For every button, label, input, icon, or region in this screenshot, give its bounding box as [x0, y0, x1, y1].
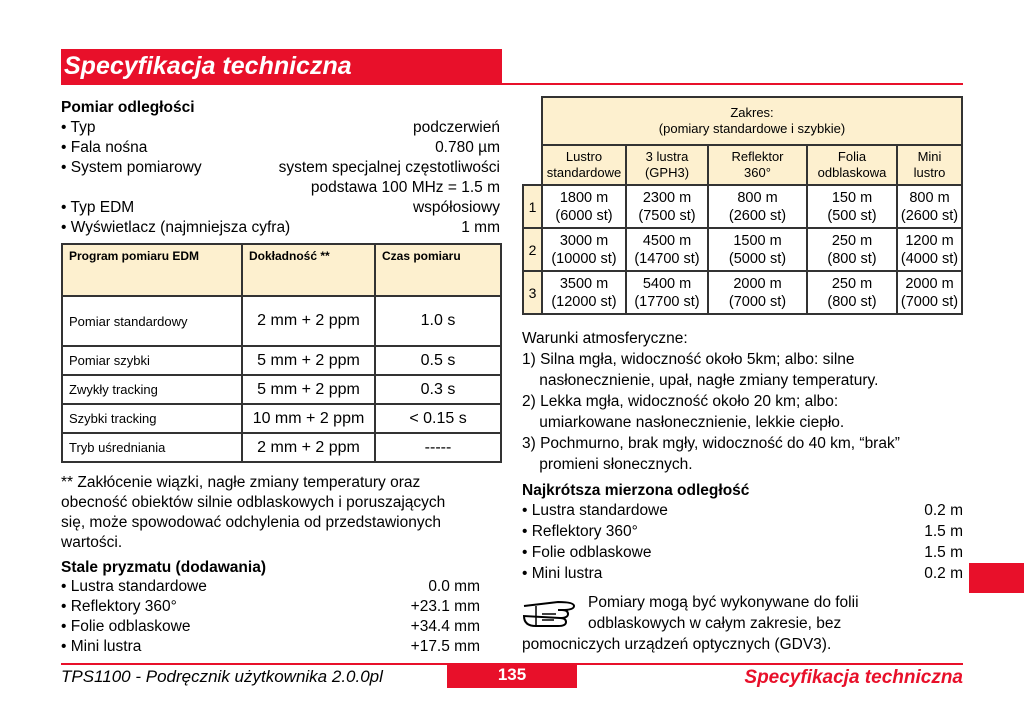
item-value: 0.2 m: [924, 502, 963, 519]
accuracy-cell: 5 mm + 2 ppm: [242, 375, 375, 404]
distance-list: [61, 118, 500, 238]
range-m: 800 m: [909, 189, 950, 206]
accuracy-cell: 2 mm + 2 ppm: [242, 296, 375, 346]
list-item: [61, 158, 500, 178]
table-header-row: [523, 145, 962, 185]
range-m: 1800 m: [559, 189, 609, 206]
item-label: • Typ: [61, 119, 96, 136]
footer-rule: [577, 663, 963, 665]
accuracy-cell: 5 mm + 2 ppm: [242, 346, 375, 375]
table-row: [62, 375, 501, 404]
item-label: • Fala nośna: [61, 139, 148, 156]
distance-heading: Pomiar odległości: [61, 99, 195, 116]
item-value: +17.5 mm: [410, 638, 480, 655]
list-item: [522, 501, 963, 522]
range-cell: [897, 271, 962, 314]
item-label: • Lustra standardowe: [61, 578, 207, 595]
program-cell: Pomiar standardowy: [62, 296, 242, 346]
atmos-line: 3) Pochmurno, brak mgły, widoczność do 40 km, “brak”: [522, 435, 900, 452]
item-label: • Reflektory 360°: [522, 523, 638, 540]
range-m: 4500 m: [642, 232, 692, 249]
table-row: [62, 433, 501, 462]
range-cell: [708, 185, 807, 228]
item-value: +23.1 mm: [410, 598, 480, 615]
range-m: 3000 m: [559, 232, 609, 249]
note-line: pomocniczych urządzeń optycznych (GDV3).: [522, 636, 832, 653]
table-row: [62, 296, 501, 346]
range-m: 5400 m: [642, 275, 692, 292]
time-cell: 0.3 s: [375, 375, 501, 404]
time-cell: -----: [375, 433, 501, 462]
range-cell: [708, 228, 807, 271]
column-header-line: Mini: [917, 149, 942, 164]
column-header-line: odblaskowa: [817, 165, 887, 180]
blank-corner: [523, 97, 542, 145]
item-label: • Typ EDM: [61, 199, 135, 216]
range-title-line: (pomiary standardowe i szybkie): [658, 121, 846, 136]
list-item: [61, 198, 500, 218]
program-cell: Tryb uśredniania: [62, 433, 242, 462]
list-item: [61, 617, 480, 637]
column-header-line: lustro: [913, 165, 946, 180]
program-cell: Zwykły tracking: [62, 375, 242, 404]
range-ft: (5000 st): [728, 250, 787, 267]
range-ft: (500 st): [827, 207, 877, 224]
title-rule: [61, 83, 963, 85]
range-cell: [542, 271, 626, 314]
item-value: 1.5 m: [924, 544, 963, 561]
range-ft: (14700 st): [634, 250, 700, 267]
list-item: [61, 637, 480, 657]
range-table: [522, 96, 963, 315]
range-ft: (800 st): [827, 293, 877, 310]
column-header: [626, 145, 708, 185]
table-row: [523, 185, 962, 228]
column-header-line: Reflektor: [731, 149, 784, 164]
range-cell: [626, 271, 708, 314]
range-ft: (2600 st): [900, 207, 959, 224]
item-value: +34.4 mm: [410, 618, 480, 635]
range-ft: (4000 st): [900, 250, 959, 267]
range-ft: (17700 st): [634, 293, 700, 310]
table-header-row: [62, 244, 501, 296]
range-ft: (10000 st): [551, 250, 617, 267]
atmos-line: 1) Silna mgła, widoczność około 5km; albo: silne: [522, 351, 855, 368]
column-header: [542, 145, 626, 185]
program-cell: Pomiar szybki: [62, 346, 242, 375]
page-title: Specyfikacja techniczna: [64, 52, 352, 80]
range-cell: [807, 185, 897, 228]
atmos-line: 2) Lekka mgła, widoczność około 20 km; albo:: [522, 393, 839, 410]
atmos-line: promieni słonecznych.: [522, 456, 693, 473]
item-label: • Reflektory 360°: [61, 598, 177, 615]
range-m: 800 m: [737, 189, 778, 206]
column-header-line: 360°: [744, 165, 771, 180]
item-label: • Mini lustra: [522, 565, 603, 582]
header-cell: Program pomiaru EDM: [62, 244, 242, 296]
range-m: 250 m: [831, 232, 873, 249]
footer-chapter-title: Specyfikacja techniczna: [744, 667, 963, 688]
item-label: • Mini lustra: [61, 638, 142, 655]
edm-program-table: [61, 243, 502, 463]
item-value: system specjalnej częstotliwości: [278, 159, 500, 176]
item-value: 0.2 m: [924, 565, 963, 582]
list-item: [522, 564, 963, 585]
range-cell: [897, 228, 962, 271]
column-header: [807, 145, 897, 185]
range-ft: (6000 st): [555, 207, 613, 224]
column-header: [708, 145, 807, 185]
column-header-line: Lustro: [565, 149, 603, 164]
atmos-heading: Warunki atmosferyczne:: [522, 330, 688, 347]
table-row: [523, 228, 962, 271]
row-number: 2: [523, 228, 542, 271]
range-cell: [626, 228, 708, 271]
table-row: [62, 404, 501, 433]
blank-corner: [523, 145, 542, 185]
time-cell: 1.0 s: [375, 296, 501, 346]
range-m: 2000 m: [905, 275, 954, 292]
list-item: [61, 138, 500, 158]
time-cell: < 0.15 s: [375, 404, 501, 433]
footnote-line: wartości.: [61, 534, 123, 551]
column-header: [897, 145, 962, 185]
item-label: • Folie odblaskowe: [522, 544, 652, 561]
range-ft: (800 st): [827, 250, 877, 267]
prism-heading: Stale pryzmatu (dodawania): [61, 559, 266, 576]
program-cell: Szybki tracking: [62, 404, 242, 433]
shortest-list: [522, 501, 963, 585]
atmos-section: [522, 328, 900, 475]
range-cell: [708, 271, 807, 314]
footnote-line: się, może spowodować odchylenia od przedstawionych: [61, 514, 441, 531]
list-item: [61, 218, 500, 238]
range-ft: (7000 st): [900, 293, 959, 310]
column-header-line: standardowe: [546, 165, 622, 180]
range-ft: (12000 st): [551, 293, 617, 310]
list-item: [61, 178, 500, 198]
prism-list: [61, 577, 480, 657]
header-cell: Czas pomiaru: [375, 244, 501, 296]
footnote-line: ** Zakłócenie wiązki, nagłe zmiany temperatury oraz: [61, 474, 421, 491]
row-number: 1: [523, 185, 542, 228]
pointing-hand-icon: [522, 596, 578, 630]
range-cell: [807, 271, 897, 314]
time-cell: 0.5 s: [375, 346, 501, 375]
range-m: 250 m: [831, 275, 873, 292]
range-title-line: Zakres:: [730, 105, 774, 120]
column-header-line: 3 lustra: [645, 149, 689, 164]
item-label: • Wyświetlacz (najmniejsza cyfra): [61, 219, 291, 236]
range-ft: (2600 st): [728, 207, 787, 224]
table-header-row: [523, 97, 962, 145]
range-m: 1500 m: [733, 232, 782, 249]
note-line: Pomiary mogą być wykonywane do folii: [588, 594, 859, 611]
item-value: 0.0 mm: [428, 578, 480, 595]
range-m: 150 m: [831, 189, 873, 206]
header-cell: Dokładność **: [242, 244, 375, 296]
list-item: [522, 543, 963, 564]
accuracy-cell: 10 mm + 2 ppm: [242, 404, 375, 433]
atmos-line: nasłonecznienie, upał, nagłe zmiany temperatury.: [522, 372, 879, 389]
range-m: 1200 m: [905, 232, 954, 249]
range-title: [542, 97, 962, 145]
range-m: 2000 m: [733, 275, 782, 292]
range-m: 3500 m: [559, 275, 609, 292]
range-m: 2300 m: [642, 189, 692, 206]
footnote: [61, 473, 445, 553]
item-value: współosiowy: [412, 199, 500, 216]
range-cell: [626, 185, 708, 228]
footnote-line: obecność obiektów silnie odblaskowych i poruszających: [61, 494, 446, 511]
range-cell: [542, 228, 626, 271]
range-cell: [807, 228, 897, 271]
atmos-line: umiarkowane nasłonecznienie, lekkie ciepło.: [522, 414, 845, 431]
item-value: podstawa 100 MHz = 1.5 m: [310, 179, 500, 196]
item-value: 1 mm: [461, 219, 500, 236]
list-item: [61, 577, 480, 597]
range-ft: (7500 st): [638, 207, 696, 224]
range-cell: [897, 185, 962, 228]
range-cell: [542, 185, 626, 228]
item-value: podczerwień: [412, 119, 500, 136]
accuracy-cell: 2 mm + 2 ppm: [242, 433, 375, 462]
page-number: 135: [497, 665, 527, 684]
list-item: [522, 522, 963, 543]
row-number: 3: [523, 271, 542, 314]
item-value: 1.5 m: [924, 523, 963, 540]
range-ft: (7000 st): [728, 293, 787, 310]
table-row: [62, 346, 501, 375]
item-value: 0.780 µm: [435, 139, 500, 156]
column-header-line: Folia: [837, 149, 867, 164]
column-header-line: (GPH3): [644, 165, 690, 180]
note-line: odblaskowych w całym zakresie, bez: [588, 615, 842, 632]
list-item: [61, 118, 500, 138]
footer-rule: [61, 663, 447, 665]
table-row: [523, 271, 962, 314]
item-label: • System pomiarowy: [61, 159, 202, 176]
footer-manual-title: TPS1100 - Podręcznik użytkownika 2.0.0pl: [61, 667, 383, 686]
chapter-tab: [969, 563, 1024, 593]
list-item: [61, 597, 480, 617]
item-label: • Folie odblaskowe: [61, 618, 191, 635]
shortest-heading: Najkrótsza mierzona odległość: [522, 482, 750, 499]
item-label: • Lustra standardowe: [522, 502, 668, 519]
